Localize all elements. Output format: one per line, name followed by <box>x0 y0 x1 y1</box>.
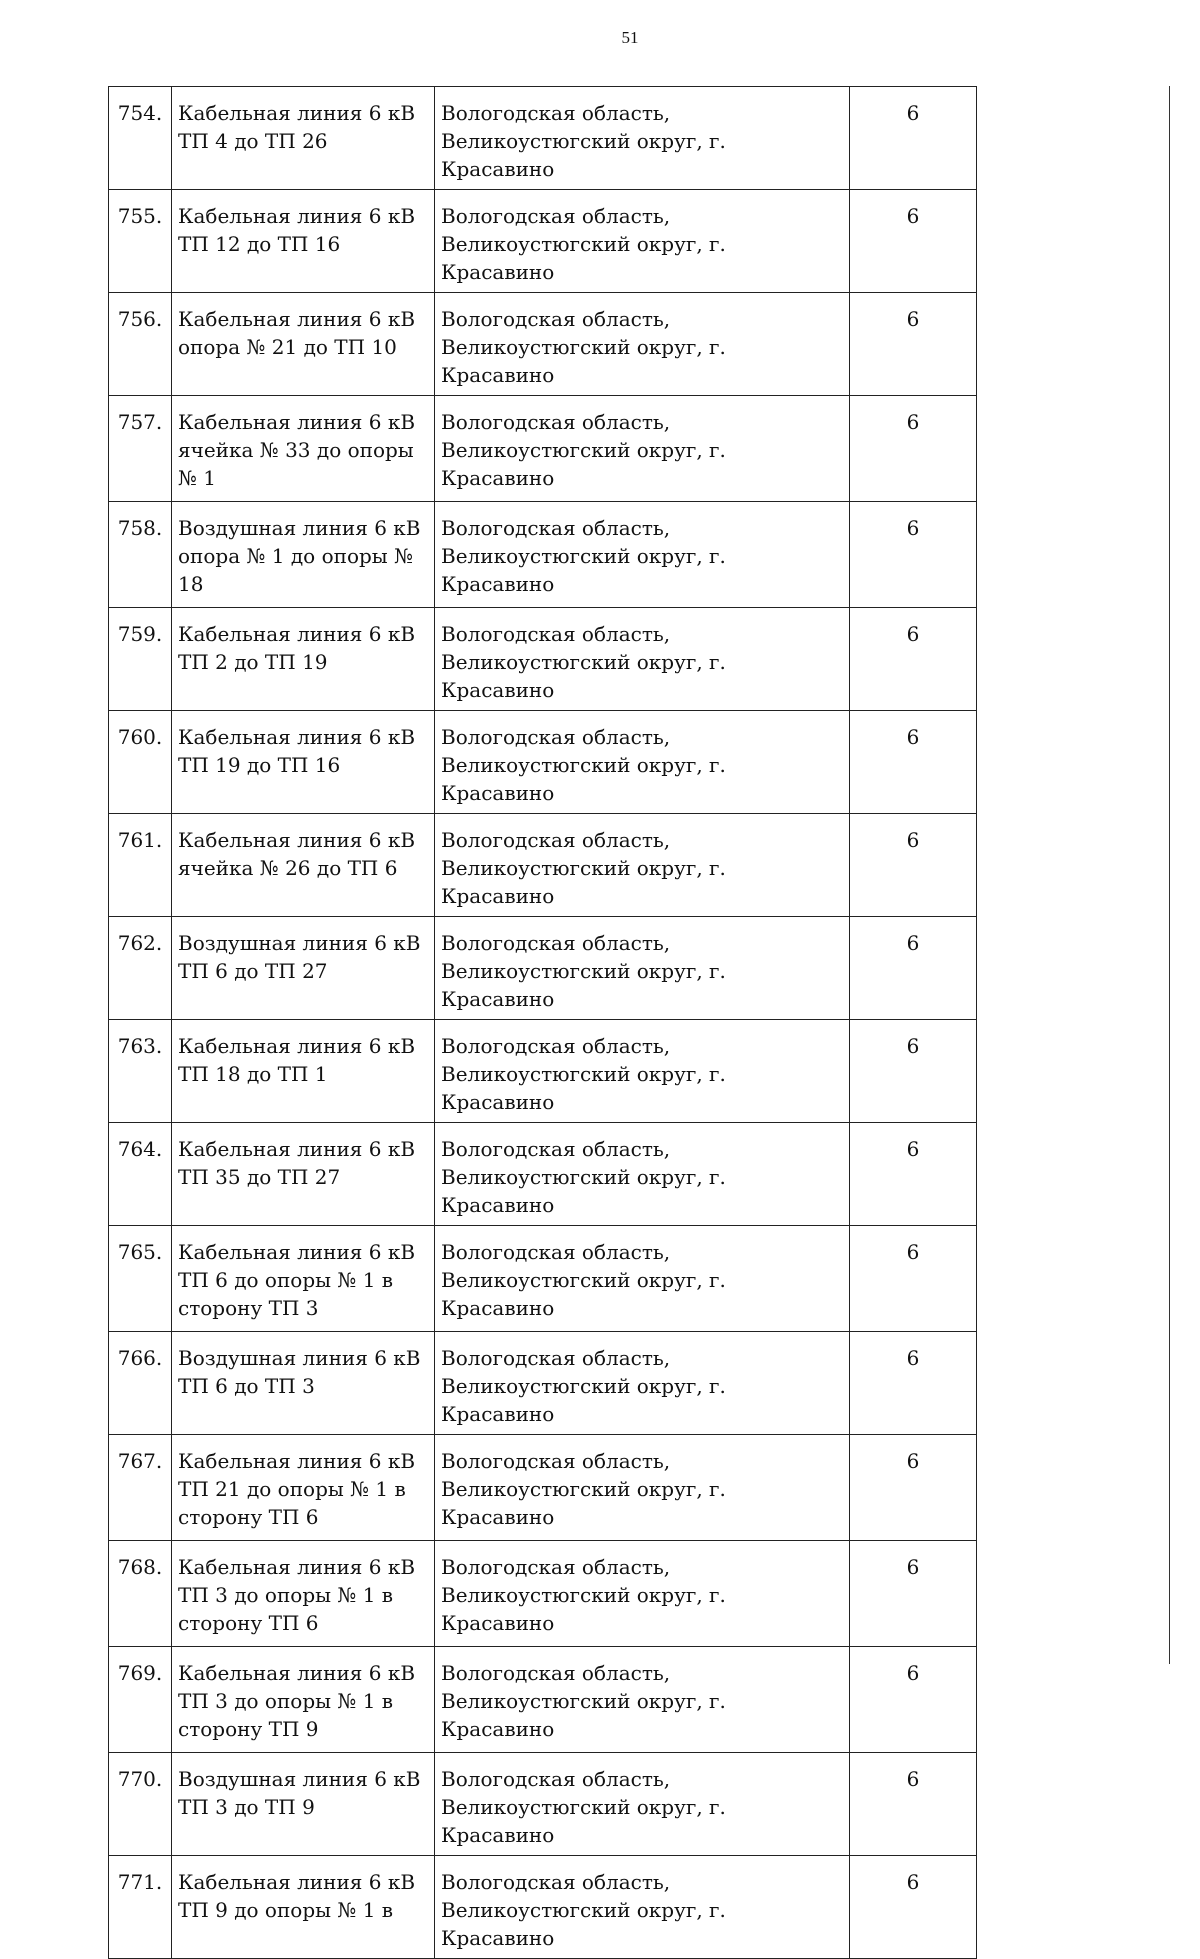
table-row <box>109 608 977 711</box>
voltage-value: 6 <box>850 1435 977 1541</box>
voltage-value: 6 <box>850 917 977 1020</box>
object-location: Вологодская область, Великоустюгский округ, г. Красавино <box>435 1123 850 1226</box>
row-number: 771. <box>109 1856 172 1959</box>
table-row <box>109 396 977 502</box>
object-name: Кабельная линия 6 кВ ячейка № 33 до опоры № 1 <box>172 396 435 502</box>
object-name: Кабельная линия 6 кВ ТП 2 до ТП 19 <box>172 608 435 711</box>
right-margin-rule <box>1169 86 1170 1664</box>
object-name: Кабельная линия 6 кВ ТП 3 до опоры № 1 в сторону ТП 6 <box>172 1541 435 1647</box>
voltage-value: 6 <box>850 1226 977 1332</box>
table-row <box>109 814 977 917</box>
object-location: Вологодская область, Великоустюгский округ, г. Красавино <box>435 917 850 1020</box>
object-name: Кабельная линия 6 кВ ТП 35 до ТП 27 <box>172 1123 435 1226</box>
voltage-value: 6 <box>850 1856 977 1959</box>
object-location: Вологодская область, Великоустюгский округ, г. Красавино <box>435 293 850 396</box>
object-name: Воздушная линия 6 кВ ТП 3 до ТП 9 <box>172 1753 435 1856</box>
object-name: Кабельная линия 6 кВ ТП 18 до ТП 1 <box>172 1020 435 1123</box>
object-name: Кабельная линия 6 кВ ТП 12 до ТП 16 <box>172 190 435 293</box>
object-location: Вологодская область, Великоустюгский округ, г. Красавино <box>435 608 850 711</box>
voltage-value: 6 <box>850 1020 977 1123</box>
table-row <box>109 917 977 1020</box>
voltage-value: 6 <box>850 87 977 190</box>
object-name: Кабельная линия 6 кВ ТП 4 до ТП 26 <box>172 87 435 190</box>
table-row <box>109 190 977 293</box>
page-number: 51 <box>621 28 639 47</box>
object-name: Воздушная линия 6 кВ ТП 6 до ТП 27 <box>172 917 435 1020</box>
voltage-value: 6 <box>850 1541 977 1647</box>
row-number: 761. <box>109 814 172 917</box>
voltage-value: 6 <box>850 190 977 293</box>
object-name: Воздушная линия 6 кВ ТП 6 до ТП 3 <box>172 1332 435 1435</box>
row-number: 754. <box>109 87 172 190</box>
row-number: 757. <box>109 396 172 502</box>
voltage-value: 6 <box>850 502 977 608</box>
object-name: Кабельная линия 6 кВ опора № 21 до ТП 10 <box>172 293 435 396</box>
row-number: 766. <box>109 1332 172 1435</box>
table-row <box>109 87 977 190</box>
voltage-value: 6 <box>850 1647 977 1753</box>
registry-table <box>108 86 977 1959</box>
object-location: Вологодская область, Великоустюгский округ, г. Красавино <box>435 1541 850 1647</box>
object-name: Кабельная линия 6 кВ ТП 21 до опоры № 1 в сторону ТП 6 <box>172 1435 435 1541</box>
row-number: 764. <box>109 1123 172 1226</box>
object-name: Кабельная линия 6 кВ ТП 9 до опоры № 1 в <box>172 1856 435 1959</box>
row-number: 760. <box>109 711 172 814</box>
object-location: Вологодская область, Великоустюгский округ, г. Красавино <box>435 1435 850 1541</box>
object-location: Вологодская область, Великоустюгский округ, г. Красавино <box>435 190 850 293</box>
object-location: Вологодская область, Великоустюгский округ, г. Красавино <box>435 1226 850 1332</box>
object-location: Вологодская область, Великоустюгский округ, г. Красавино <box>435 87 850 190</box>
row-number: 767. <box>109 1435 172 1541</box>
voltage-value: 6 <box>850 711 977 814</box>
voltage-value: 6 <box>850 293 977 396</box>
row-number: 756. <box>109 293 172 396</box>
table-row <box>109 1020 977 1123</box>
table-row <box>109 1647 977 1753</box>
row-number: 768. <box>109 1541 172 1647</box>
object-name: Кабельная линия 6 кВ ТП 19 до ТП 16 <box>172 711 435 814</box>
table-row <box>109 1123 977 1226</box>
object-location: Вологодская область, Великоустюгский округ, г. Красавино <box>435 1332 850 1435</box>
table-row <box>109 1226 977 1332</box>
object-location: Вологодская область, Великоустюгский округ, г. Красавино <box>435 1856 850 1959</box>
object-name: Воздушная линия 6 кВ опора № 1 до опоры № 18 <box>172 502 435 608</box>
object-location: Вологодская область, Великоустюгский округ, г. Красавино <box>435 1647 850 1753</box>
table-row <box>109 502 977 608</box>
table-row <box>109 1856 977 1959</box>
object-location: Вологодская область, Великоустюгский округ, г. Красавино <box>435 396 850 502</box>
object-name: Кабельная линия 6 кВ ячейка № 26 до ТП 6 <box>172 814 435 917</box>
object-location: Вологодская область, Великоустюгский округ, г. Красавино <box>435 1753 850 1856</box>
row-number: 758. <box>109 502 172 608</box>
voltage-value: 6 <box>850 608 977 711</box>
table-row <box>109 1435 977 1541</box>
row-number: 765. <box>109 1226 172 1332</box>
object-name: Кабельная линия 6 кВ ТП 3 до опоры № 1 в сторону ТП 9 <box>172 1647 435 1753</box>
voltage-value: 6 <box>850 1332 977 1435</box>
row-number: 762. <box>109 917 172 1020</box>
voltage-value: 6 <box>850 1753 977 1856</box>
object-location: Вологодская область, Великоустюгский округ, г. Красавино <box>435 502 850 608</box>
table-row <box>109 1753 977 1856</box>
table-row <box>109 293 977 396</box>
row-number: 759. <box>109 608 172 711</box>
table-row <box>109 1541 977 1647</box>
voltage-value: 6 <box>850 814 977 917</box>
voltage-value: 6 <box>850 1123 977 1226</box>
row-number: 769. <box>109 1647 172 1753</box>
row-number: 755. <box>109 190 172 293</box>
table-row <box>109 1332 977 1435</box>
voltage-value: 6 <box>850 396 977 502</box>
object-location: Вологодская область, Великоустюгский округ, г. Красавино <box>435 1020 850 1123</box>
table-row <box>109 711 977 814</box>
object-location: Вологодская область, Великоустюгский округ, г. Красавино <box>435 711 850 814</box>
object-location: Вологодская область, Великоустюгский округ, г. Красавино <box>435 814 850 917</box>
row-number: 770. <box>109 1753 172 1856</box>
object-name: Кабельная линия 6 кВ ТП 6 до опоры № 1 в сторону ТП 3 <box>172 1226 435 1332</box>
row-number: 763. <box>109 1020 172 1123</box>
